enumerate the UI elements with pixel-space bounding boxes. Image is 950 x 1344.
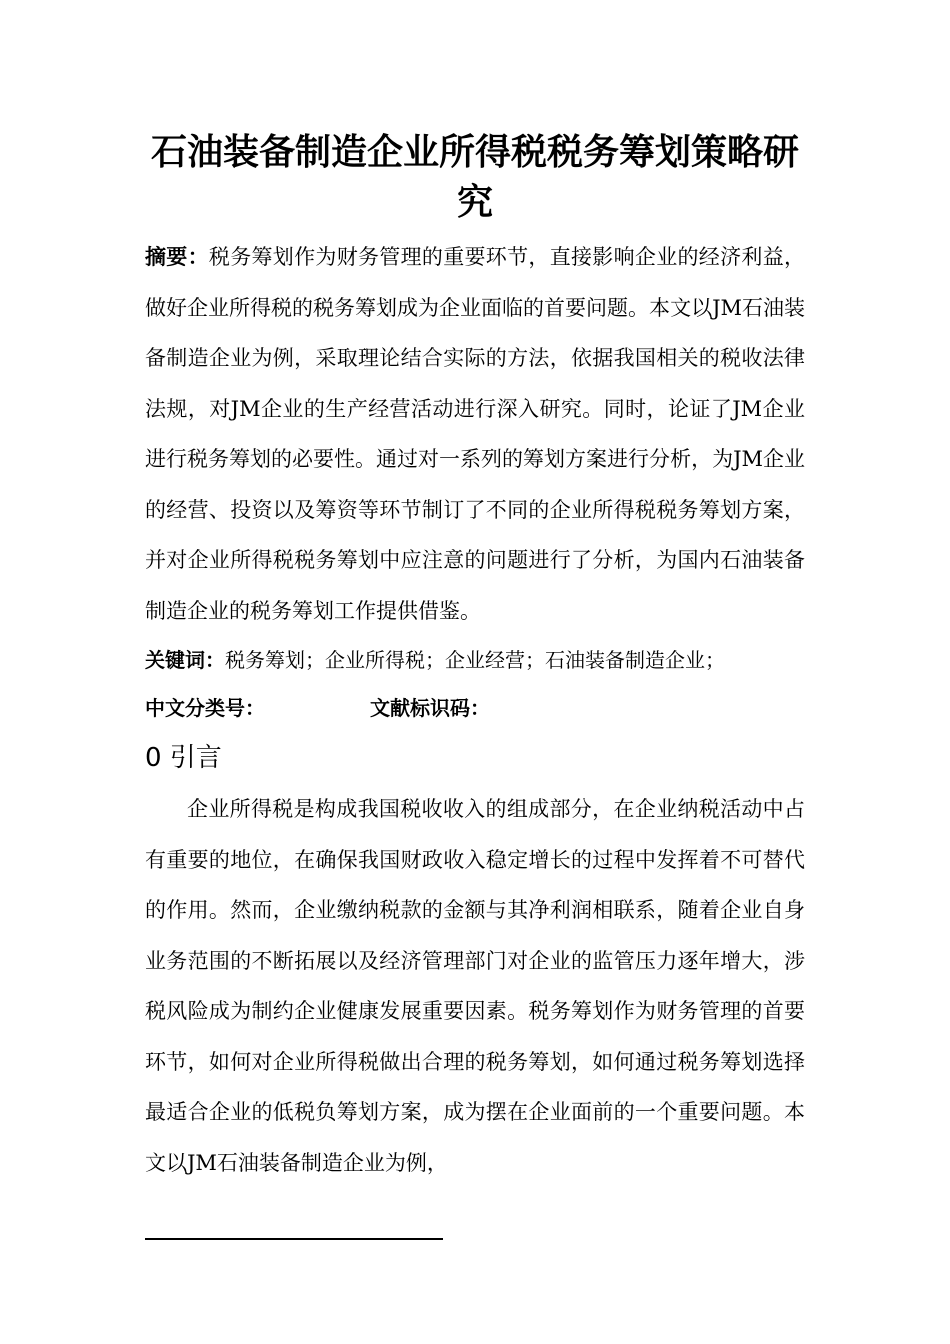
footnote-separator — [145, 1238, 443, 1240]
paper-title: 石油装备制造企业所得税税务筹划策略研究 — [150, 132, 799, 223]
abstract-paragraph — [145, 232, 805, 636]
keywords-text: 税务筹划；企业所得税；企业经营；石油装备制造企业； — [225, 648, 725, 672]
abstract-text: 税务筹划作为财务管理的重要环节，直接影响企业的经济利益，做好企业所得税的税务筹划成为企业面临的首要问题。本文以JM石油装备制造企业为例，采取理论结合实际的方法，依据我国相关的税收法律法规，对JM企业的生产经营活动进行深入研究。同时，论证了JM企业进行税务筹划的必要性。通过对一系列的筹划方案进行分析，为JM企业的经营、投资以及筹资等环节制订了不同的企业所得税税务筹划方案，并对企业所得税税务筹划中应注意的问题进行了分析，为国内石油装备制造企业的税务筹划工作提供借鉴。 — [145, 245, 806, 623]
clc-label: 中文分类号： — [145, 696, 265, 720]
classification-line — [145, 684, 805, 732]
section-body: 企业所得税是构成我国税收收入的组成部分，在企业纳税活动中占有重要的地位，在确保我国财政收入稳定增长的过程中发挥着不可替代的作用。然而，企业缴纳税款的金额与其净利润相联系，随着企业自身业务范围的不断拓展以及经济管理部门对企业的监管压力逐年增大，涉税风险成为制约企业健康发展重要因素。税务筹划作为财务管理的首要环节，如何对企业所得税做出合理的税务筹划，如何通过税务筹划选择最适合企业的低税负筹划方案，成为摆在企业面前的一个重要问题。本文以JM石油装备制造企业为例， — [145, 797, 805, 1175]
section-heading: 0 引言 — [145, 743, 222, 773]
document-page — [145, 128, 805, 1188]
keywords-label: 关键词： — [145, 648, 225, 672]
abstract-label: 摘要： — [145, 245, 209, 269]
keywords-line — [145, 636, 805, 684]
document-code-label: 文献标识码： — [370, 696, 490, 720]
